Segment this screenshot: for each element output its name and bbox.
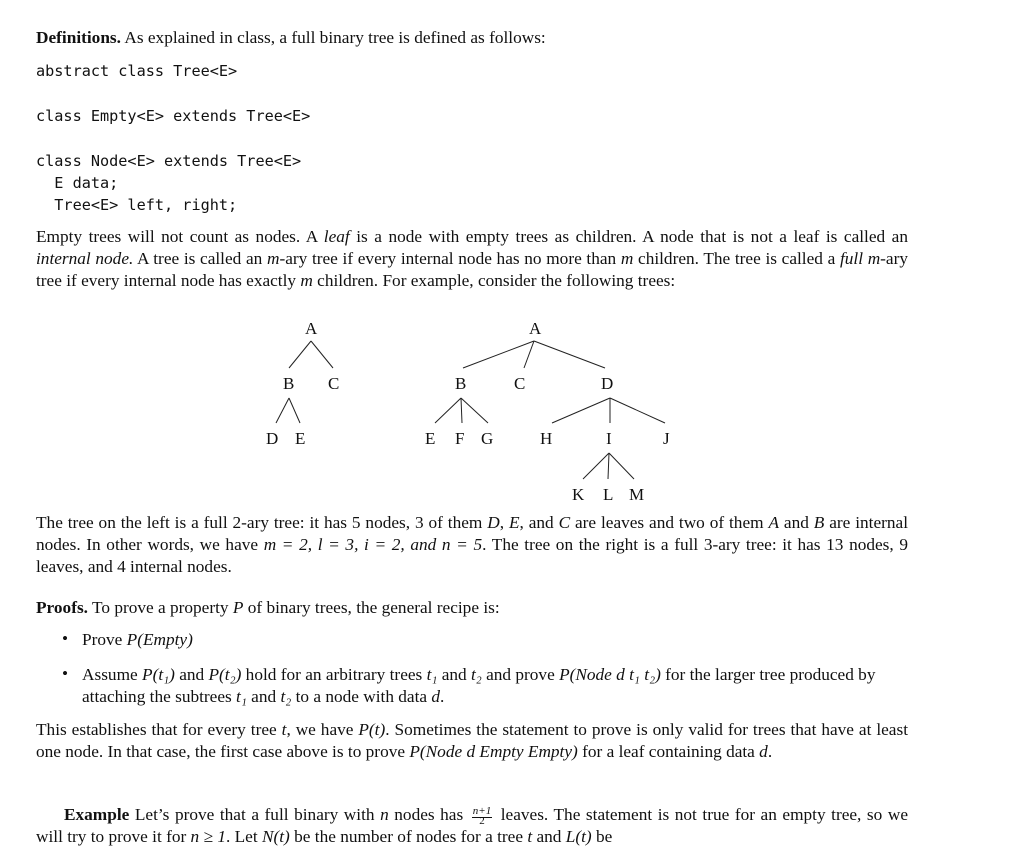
list-item: • Prove P(Empty) [62, 629, 193, 649]
proofs-heading: Proofs. [36, 598, 88, 617]
code-line-6: E data; [36, 174, 119, 192]
definitions-intro: Definitions. As explained in class, a full binary tree is defined as follows: [36, 28, 546, 47]
example-heading: Example [64, 805, 130, 824]
right-node-A: A [529, 319, 542, 338]
code-line-7: Tree<E> left, right; [36, 196, 238, 214]
code-line-5: class Node<E> extends Tree<E> [36, 152, 302, 170]
right-node-C: C [514, 374, 526, 393]
left-tree [266, 319, 339, 448]
right-node-G: G [481, 429, 494, 448]
left-node-E: E [295, 429, 306, 448]
code-line-3: class Empty<E> extends Tree<E> [36, 107, 311, 125]
proof-recipe-list [36, 629, 908, 721]
right-node-D: D [601, 374, 614, 393]
bullet-icon: • [62, 629, 69, 648]
right-node-H: H [540, 429, 553, 448]
left-node-A: A [305, 319, 318, 338]
fraction: $\frac{n+1}{2}$ [472, 805, 492, 828]
definitions-paragraph: Empty trees will not count as nodes. A leaf is a node with empty trees as children. A node that is not a leaf is called an internal node. A tree is called an m-ary tree if every internal node has no more than m children. The tree is called a full m-ary tree if every internal node has exactly m children. For example, consider the following trees: [36, 227, 908, 291]
code-line-1: abstract class Tree<E> [36, 62, 238, 80]
right-node-I: I [606, 429, 612, 448]
bullet-icon: • [62, 664, 69, 684]
proofs-conclusion: This establishes that for every tree t, we have P(t). Sometimes the statement to prove is only valid for trees that have at least one node. In that case, the first case above is to prove P(Node d Empty Empty) for a leaf containing data d. [36, 720, 909, 762]
right-node-M: M [629, 485, 645, 504]
definitions-heading: Definitions. [36, 28, 121, 47]
right-node-J: J [663, 429, 670, 448]
trees-explanation: The tree on the left is a full 2-ary tree: it has 5 nodes, 3 of them D, E, and C are leaves and two of them A and B are internal nodes. In other words, we have m = 2, l = 3, i = 2, and n = 5. The tree on the right is a full 3-ary tree: it has 13 nodes, 9 leaves, and 4 internal nodes. [36, 513, 908, 577]
example-paragraph: Example Let’s prove that a full binary with n nodes has $\frac{n+1}{2}$ leaves. The statement is not true for an empty tree, so we will try to prove it for n ≥ 1. Let N(t) be the number of nodes for a tree t and L(t) be [36, 805, 908, 847]
left-node-B: B [283, 374, 295, 393]
left-node-C: C [328, 374, 340, 393]
list-item: • Assume P(t₁) and P(t₂) hold for an arbitrary trees t₁ and t₂ and prove P(Node d t₁ t₂) for the larger tree produced by attaching the subtrees t₁ and t₂ to a node with data d. [62, 664, 876, 707]
right-node-E: E [425, 429, 436, 448]
right-node-K: K [572, 485, 585, 504]
right-tree [425, 319, 670, 504]
left-node-D: D [266, 429, 279, 448]
right-node-L: L [603, 485, 614, 504]
right-node-B: B [455, 374, 467, 393]
right-node-F: F [455, 429, 465, 448]
proofs-intro: Proofs. To prove a property P of binary trees, the general recipe is: [36, 598, 500, 617]
